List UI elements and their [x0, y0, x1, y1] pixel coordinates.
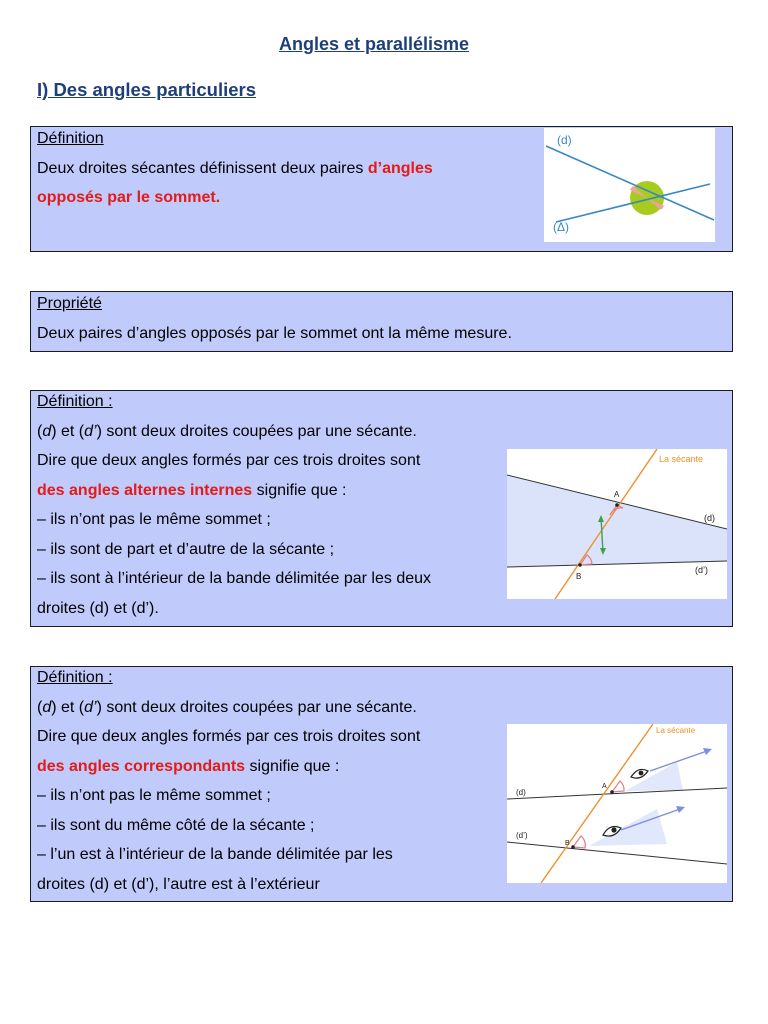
- definition-box-alternate-angles: [30, 390, 733, 627]
- alternate-angles-figure: [507, 449, 727, 599]
- point-A: A: [602, 783, 607, 790]
- definition-line-2: Dire que deux angles formés par ces trois droites sont: [37, 728, 421, 745]
- definition-text-continued: opposés par le sommet.: [37, 189, 221, 206]
- bullet-1: – ils n’ont pas le même sommet ;: [37, 787, 271, 804]
- definition-line-2: Dire que deux angles formés par ces trois droites sont: [37, 452, 421, 469]
- line-d-prime: [507, 842, 727, 864]
- definition-box-corresponding-angles: [30, 666, 733, 902]
- definition-text: Deux droites sécantes définissent deux paires d’angles: [37, 159, 433, 177]
- point-B: B: [565, 840, 570, 847]
- box-heading: Définition :: [37, 669, 113, 686]
- box-heading: Propriété: [37, 295, 102, 312]
- definition-line-3: des angles alternes internes signifie que :: [37, 481, 347, 499]
- label-d: (d): [704, 513, 715, 523]
- bullet-3: – ils sont à l’intérieur de la bande délimitée par les deux: [37, 570, 432, 587]
- property-text: Deux paires d’angles opposés par le sommet ont la même mesure.: [37, 324, 512, 342]
- label-d: (d): [516, 788, 526, 797]
- label-d-prime: (d’): [695, 565, 708, 575]
- box-heading: Définition: [37, 130, 104, 147]
- definition-line-1: (d) et (d’) sont deux droites coupées par une sécante.: [37, 698, 417, 716]
- bullet-2: – ils sont du même côté de la sécante ;: [37, 816, 315, 834]
- opposite-angles-figure: [544, 128, 715, 242]
- line-d: [507, 788, 727, 799]
- definition-box-opposite-angles: [30, 126, 733, 252]
- arrow-upper: [650, 751, 707, 771]
- box-heading: Définition :: [37, 393, 113, 410]
- corresponding-angles-figure: [507, 724, 727, 883]
- bullet-3: – l’un est à l’intérieur de la bande délimitée par les: [37, 846, 393, 863]
- line-d: [546, 146, 714, 220]
- point-A: A: [614, 490, 620, 499]
- secant-label: La sécante: [659, 454, 704, 464]
- eye-icon: [631, 769, 648, 778]
- bullet-4: droites (d) et (d’).: [37, 599, 159, 617]
- definition-line-1: (d) et (d’) sont deux droites coupées par une sécante.: [37, 422, 417, 440]
- bullet-4: droites (d) et (d’), l’autre est à l’extérieur: [37, 875, 320, 893]
- property-box: [30, 291, 733, 352]
- secant-label: La sécante: [656, 726, 696, 735]
- section-title: I) Des angles particuliers: [37, 79, 257, 100]
- bullet-1: – ils n’ont pas le même sommet ;: [37, 511, 271, 528]
- definition-line-3: des angles correspondants signifie que :: [37, 757, 340, 775]
- page-title: Angles et parallélisme: [278, 34, 470, 54]
- point-B: B: [576, 572, 582, 581]
- label-delta: (Δ): [553, 220, 570, 234]
- bullet-2: – ils sont de part et d’autre de la sécante ;: [37, 540, 335, 558]
- secant-line: [541, 724, 653, 883]
- label-d-prime: (d’): [516, 831, 528, 840]
- label-d: (d): [557, 133, 572, 147]
